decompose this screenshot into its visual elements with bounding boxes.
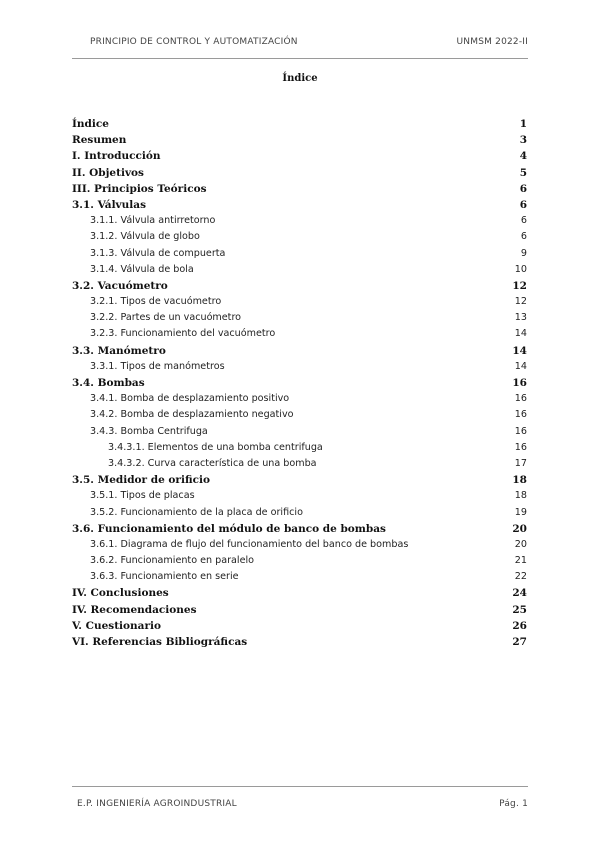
footer-page-number: Pág. 1 — [499, 799, 528, 809]
toc-entry-page: 22 — [514, 571, 527, 583]
toc-entry-page: 17 — [514, 457, 527, 469]
toc-entry-page: 12 — [514, 296, 527, 308]
toc-entry-label: I. Introducción — [72, 150, 161, 163]
toc-entry[interactable] — [72, 262, 527, 278]
toc-entry-page: 19 — [514, 506, 527, 518]
toc-entry[interactable] — [72, 505, 527, 521]
toc-entry-label: 3.1. Válvulas — [72, 198, 146, 211]
toc-entry-label: 3.1.3. Válvula de compuerta — [90, 247, 226, 259]
toc-entry-page: 16 — [512, 377, 527, 389]
header-university: UNMSM 2022-II — [456, 37, 528, 47]
toc-entry-page: 14 — [512, 344, 527, 357]
toc-entry[interactable] — [72, 456, 527, 472]
toc-entry-page: 16 — [514, 393, 527, 405]
toc-entry-page: 6 — [520, 215, 527, 227]
toc-entry-label: V. Cuestionario — [72, 619, 162, 632]
toc-entry-page: 6 — [519, 182, 527, 195]
toc-entry[interactable] — [72, 213, 527, 229]
toc-entry-label: 3.1.4. Válvula de bola — [90, 263, 194, 275]
toc-entry[interactable] — [72, 246, 527, 262]
toc-entry[interactable] — [72, 553, 527, 569]
toc-entry[interactable] — [72, 391, 527, 407]
toc-entry[interactable] — [72, 294, 527, 310]
toc-entry-page: 4 — [519, 150, 527, 163]
toc-entry-label: 3.4.3. Bomba Centrifuga — [90, 425, 208, 437]
toc-entry-page: 25 — [512, 603, 527, 616]
header-divider — [72, 58, 528, 59]
toc-entry[interactable] — [72, 537, 527, 553]
toc-entry-label: II. Objetivos — [72, 166, 144, 179]
toc-entry[interactable] — [72, 343, 527, 359]
toc-entry[interactable] — [72, 472, 527, 488]
toc-entry[interactable] — [72, 310, 527, 326]
toc-entry-page: 20 — [514, 538, 527, 550]
toc-entry-label: 3.4. Bombas — [72, 377, 145, 389]
toc-entry-page: 6 — [519, 198, 527, 211]
toc-entry-label: 3.6.3. Funcionamiento en serie — [90, 571, 239, 583]
toc-entry-label: 3.5.1. Tipos de placas — [90, 490, 195, 502]
toc-entry-page: 16 — [514, 425, 527, 437]
toc-entry[interactable] — [72, 116, 527, 132]
toc-entry-label: IV. Conclusiones — [72, 587, 169, 600]
toc-entry-page: 1 — [519, 118, 527, 130]
toc-entry-page: 14 — [514, 360, 527, 372]
toc-entry-page: 27 — [512, 636, 527, 648]
toc-entry-page: 24 — [512, 587, 527, 600]
toc-entry[interactable] — [72, 521, 527, 537]
toc-entry[interactable] — [72, 165, 527, 181]
toc-entry-label: IV. Recomendaciones — [72, 603, 197, 616]
footer-divider — [72, 786, 528, 787]
toc-entry-page: 6 — [520, 231, 527, 243]
toc-entry-label: VI. Referencias Bibliográficas — [72, 636, 248, 648]
toc-entry-label: 3.3.1. Tipos de manómetros — [90, 360, 225, 372]
toc-entry-page: 14 — [514, 328, 527, 340]
toc-entry[interactable] — [72, 488, 527, 504]
toc-entry[interactable] — [72, 634, 527, 650]
toc-entry-label: Resumen — [72, 134, 127, 147]
toc-entry[interactable] — [72, 148, 527, 164]
toc-entry-page: 12 — [512, 279, 527, 292]
toc-entry-label: 3.6. Funcionamiento del módulo de banco de bombas — [72, 522, 386, 535]
toc-entry-label: 3.5.2. Funcionamiento de la placa de orificio — [90, 506, 303, 518]
toc-entry[interactable] — [72, 359, 527, 375]
toc-entry-page: 26 — [512, 619, 527, 632]
toc-entry-label: 3.4.1. Bomba de desplazamiento positivo — [90, 393, 290, 405]
toc-entry-label: 3.6.2. Funcionamiento en paralelo — [90, 555, 255, 567]
toc-entry-page: 10 — [514, 263, 527, 275]
toc-entry[interactable] — [72, 424, 527, 440]
toc-entry[interactable] — [72, 326, 527, 342]
toc-entry-page: 5 — [519, 166, 527, 179]
toc-entry[interactable] — [72, 602, 527, 618]
toc-entry-page: 3 — [519, 134, 527, 147]
toc-entry-page: 16 — [514, 409, 527, 421]
footer-school: E.P. INGENIERÍA AGROINDUSTRIAL — [77, 799, 237, 809]
toc-entry-label: 3.1.2. Válvula de globo — [90, 231, 200, 243]
toc-entry-label: 3.5. Medidor de orificio — [72, 474, 210, 487]
toc-entry-page: 13 — [514, 312, 527, 324]
toc-entry-label: 3.4.2. Bomba de desplazamiento negativo — [90, 409, 294, 421]
header-course-title: PRINCIPIO DE CONTROL Y AUTOMATIZACIÓN — [90, 37, 298, 47]
toc-entry-label: 3.4.3.2. Curva característica de una bomba — [108, 457, 317, 469]
toc-entry-label: 3.2.2. Partes de un vacuómetro — [90, 312, 242, 324]
toc-entry[interactable] — [72, 618, 527, 634]
toc-entry-page: 18 — [514, 490, 527, 502]
toc-entry[interactable] — [72, 569, 527, 585]
toc-entry[interactable] — [72, 278, 527, 294]
toc-entry[interactable] — [72, 229, 527, 245]
table-of-contents — [72, 116, 527, 650]
page-title: Índice — [282, 73, 318, 84]
toc-entry-label: 3.3. Manómetro — [72, 344, 166, 357]
toc-entry-page: 20 — [512, 522, 527, 535]
toc-entry[interactable] — [72, 132, 527, 148]
toc-entry-page: 9 — [520, 247, 527, 259]
toc-entry-label: 3.6.1. Diagrama de flujo del funcionamiento del banco de bombas — [90, 538, 409, 550]
toc-entry[interactable] — [72, 375, 527, 391]
toc-entry[interactable] — [72, 585, 527, 601]
toc-entry-label: 3.1.1. Válvula antirretorno — [90, 215, 216, 227]
toc-entry[interactable] — [72, 440, 527, 456]
toc-entry-label: 3.2.3. Funcionamiento del vacuómetro — [90, 328, 276, 340]
toc-entry[interactable] — [72, 181, 527, 197]
toc-entry[interactable] — [72, 407, 527, 423]
toc-entry-label: 3.4.3.1. Elementos de una bomba centrifuga — [108, 441, 323, 453]
toc-entry-label: 3.2.1. Tipos de vacuómetro — [90, 296, 222, 308]
toc-entry[interactable] — [72, 197, 527, 213]
toc-entry-label: 3.2. Vacuómetro — [72, 279, 168, 292]
toc-entry-page: 16 — [514, 441, 527, 453]
toc-entry-page: 21 — [514, 555, 527, 567]
toc-entry-label: III. Principios Teóricos — [72, 182, 207, 195]
toc-entry-label: Índice — [72, 118, 109, 130]
toc-entry-page: 18 — [512, 474, 527, 487]
